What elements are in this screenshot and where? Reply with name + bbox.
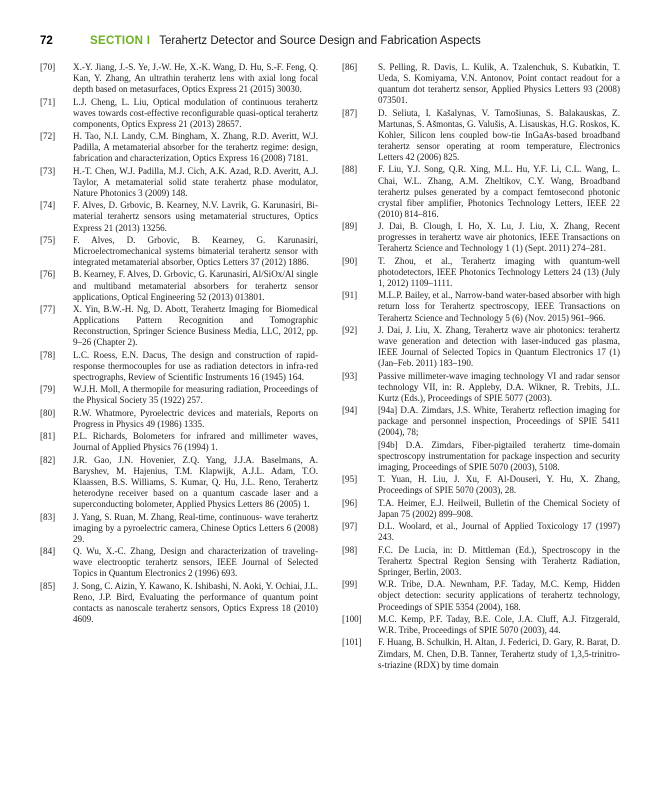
reference-number: [100] bbox=[342, 613, 362, 624]
reference-text: F.C. De Lucia, in: D. Mittleman (Ed.), Spectroscopy in the Terahertz Spectral Region Sensing with Terahertz Radiation, Springer, Berlin, 2003. bbox=[378, 544, 620, 577]
reference-entry bbox=[40, 304, 318, 348]
reference-entry bbox=[40, 512, 318, 545]
reference-number: [86] bbox=[342, 62, 358, 72]
section-label: SECTION I bbox=[90, 35, 151, 47]
reference-text: F. Huang, B. Schulkin, H. Altan, J. Federici, D. Gary, R. Barat, D. Zimdars, M. Chen, D.B. Tanner, Terahertz study of 1,3,5-trinitro-s-triazine (RDX) by time domain bbox=[378, 637, 620, 670]
reference-text: [94b] D.A. Zimdars, Fiber-pigtailed terahertz time-domain spectroscopy instrumentation for package inspection and security imaging, Proceedings of SPIE 5070 (2003), 5108. bbox=[378, 439, 620, 472]
reference-number: [101] bbox=[342, 637, 362, 648]
reference-entry bbox=[342, 221, 620, 254]
reference-entry bbox=[40, 166, 318, 199]
reference-entry bbox=[342, 325, 620, 369]
running-header bbox=[40, 32, 620, 50]
reference-entry bbox=[342, 256, 620, 289]
reference-number: [96] bbox=[342, 497, 358, 508]
reference-number: [89] bbox=[342, 221, 358, 232]
reference-text: J. Dai, J. Liu, X. Zhang, Terahertz wave air photonics: terahertz wave generation and detection with laser-induced gas plasma, IEEE Journal of Selected Topics in Quantum Electronics 17 (1) (Jan–Feb. 2011) 183–190. bbox=[378, 324, 620, 369]
reference-column-left bbox=[40, 62, 318, 626]
reference-entry bbox=[342, 579, 620, 612]
reference-entry bbox=[40, 97, 318, 130]
reference-number: [72] bbox=[40, 131, 56, 142]
reference-text: T. Zhou, et al., Terahertz imaging with quantum-well photodetectors, IEEE Photonics Technology Letters 24 (13) (July 1, 2012) 1109–1111. bbox=[378, 255, 620, 288]
reference-number: [79] bbox=[40, 384, 56, 395]
reference-text: W.J.H. Moll, A thermopile for measuring radiation, Proceedings of the Physical Society 35 (1922) 257. bbox=[73, 384, 318, 406]
reference-entry bbox=[40, 62, 318, 95]
reference-text: L.C. Roess, E.N. Dacus, The design and construction of rapid-response thermocouples for use as radiation detectors in infra-red spectrographs, Review of Scientific Instruments 16 (1945) 164. bbox=[73, 349, 318, 382]
reference-entry bbox=[40, 131, 318, 164]
reference-number: [87] bbox=[342, 107, 358, 118]
reference-number: [91] bbox=[342, 290, 358, 301]
reference-text: J. Song, C. Aizin, Y. Kawano, K. Ishibashi, N. Aoki, Y. Ochiai, J.L. Reno, J.P. Bird, Evaluating the performance of quantum point contacts as nanoscale terahertz sensors, Optics Express 18 (2010) 4609. bbox=[73, 580, 318, 624]
reference-number: [98] bbox=[342, 544, 358, 555]
reference-number: [88] bbox=[342, 164, 358, 175]
reference-number: [90] bbox=[342, 255, 358, 266]
reference-text: F. Alves, D. Grbovic, B. Kearney, G. Karunasiri, Microelectromechanical systems bimaterial terahertz sensor with integrated metamaterial absorber, Optics Letters 37 (2012) 1886. bbox=[73, 234, 318, 268]
reference-number: [73] bbox=[40, 165, 56, 176]
reference-entry bbox=[342, 614, 620, 636]
reference-number: [78] bbox=[40, 349, 56, 360]
reference-text: B. Kearney, F. Alves, D. Grbovic, G. Karunasiri, Al/SiOx/Al single and multiband metamaterial absorbers for terahertz sensor applications, Optical Engineering 52 (2013) 013801. bbox=[73, 269, 318, 302]
running-title: Terahertz Detector and Source Design and Fabrication Aspects bbox=[159, 35, 481, 47]
reference-number: [81] bbox=[40, 431, 56, 442]
reference-number: [70] bbox=[40, 62, 56, 72]
reference-text: J. Yang, S. Ruan, M. Zhang, Real-time, continuous- wave terahertz imaging by a pyroelectric camera, Chinese Optics Letters 6 (2008) 29. bbox=[73, 511, 318, 544]
reference-text: F. Alves, D. Grbovic, B. Kearney, N.V. Lavrik, G. Karunasiri, Bi-material terahertz sensors using metamaterial structures, Optics Express 21 (2013) 13256. bbox=[73, 200, 318, 233]
reference-entry bbox=[342, 521, 620, 543]
reference-number: [92] bbox=[342, 324, 358, 335]
reference-number: [74] bbox=[40, 200, 56, 211]
reference-entry bbox=[40, 431, 318, 453]
reference-number: [84] bbox=[40, 546, 56, 557]
reference-entry bbox=[342, 108, 620, 163]
reference-text: Q. Wu, X.-C. Zhang, Design and characterization of traveling-wave electrooptic terahertz sensors, IEEE Journal of Selected Topics in Quantum Electronics 2 (1996) 693. bbox=[73, 546, 318, 579]
reference-entry bbox=[342, 498, 620, 520]
reference-entry bbox=[40, 200, 318, 233]
reference-number: [75] bbox=[40, 234, 56, 245]
reference-number: [77] bbox=[40, 304, 56, 315]
reference-entry bbox=[40, 269, 318, 302]
reference-entry bbox=[40, 581, 318, 625]
reference-entry bbox=[40, 408, 318, 430]
reference-entry bbox=[342, 290, 620, 323]
reference-entry bbox=[40, 235, 318, 268]
reference-text: X. Yin, B.W.-H. Ng, D. Abott, Terahertz Imaging for Biomedical Applications Pattern Recognition and Tomographic Reconstruction, Springer Science Business Media, LLC, 2012, pp. 9–26 (Chapter 2). bbox=[73, 304, 318, 348]
page-number: 72 bbox=[40, 35, 53, 47]
reference-entry bbox=[342, 474, 620, 496]
reference-entry bbox=[40, 546, 318, 579]
reference-subentry bbox=[342, 440, 620, 473]
reference-entry bbox=[40, 455, 318, 510]
reference-number: [71] bbox=[40, 96, 56, 107]
reference-text: T.A. Heimer, E.J. Heilweil, Bulletin of the Chemical Society of Japan 75 (2002) 899–908. bbox=[378, 497, 620, 519]
reference-number: [95] bbox=[342, 474, 358, 485]
reference-column-right bbox=[342, 62, 620, 672]
reference-text: D.L. Woolard, et al., Journal of Applied Toxicology 17 (1997) 243. bbox=[378, 521, 620, 543]
reference-entry bbox=[342, 371, 620, 404]
reference-number: [85] bbox=[40, 580, 56, 591]
reference-entry bbox=[342, 637, 620, 670]
reference-text: Passive millimeter-wave imaging technology VI and radar sensor technology VII, in: R. Appleby, D.A. Wikner, R. Trebits, J.L. Kurtz (Eds.), Proceedings of SPIE 5077 (2003). bbox=[378, 370, 620, 403]
reference-text: H. Tao, N.I. Landy, C.M. Bingham, X. Zhang, R.D. Averitt, W.J. Padilla, A metamaterial absorber for the terahertz regime: design, fabrication and characterization, Optics Express 16 (2008) 7181. bbox=[73, 131, 318, 164]
reference-text: J.R. Gao, J.N. Hovenier, Z.Q. Yang, J.J.A. Baselmans, A. Baryshev, M. Hajenius, T.M. Klapwijk, A.J.L. Adam, T.O. Klaassen, B.S. Williams, S. Kumar, Q. Hu, J.L. Reno, Terahertz heterodyne receiver based on a quantum cascade laser and a superconducting bolometer, Applied Physics Letters 86 (2005) 1. bbox=[73, 454, 318, 510]
reference-entry bbox=[342, 62, 620, 106]
reference-text: [94a] D.A. Zimdars, J.S. White, Terahertz reflection imaging for package and personnel inspection, Proceedings of SPIE 5411 (2004), 78; bbox=[378, 405, 620, 438]
reference-text: D. Seliuta, I. Kašalynas, V. Tamošiunas, S. Balakauskas, Z. Martunas, S. Ašmontas, G. Valušis, A. Lisauskas, H.G. Roskos, K. Kohler, Silicon lens coupled bow-tie InGaAs-based broadband terahertz sensor operating at room temperature, Electronics Letters 42 (2006) 825. bbox=[378, 107, 620, 163]
reference-entry bbox=[40, 384, 318, 406]
reference-text: M.C. Kemp, P.F. Taday, B.E. Cole, J.A. Cluff, A.J. Fitzgerald, W.R. Tribe, Proceedings of SPIE 5070 (2003), 44. bbox=[378, 613, 620, 636]
reference-entry bbox=[342, 164, 620, 219]
reference-text: H.-T. Chen, W.J. Padilla, M.J. Cich, A.K. Azad, R.D. Averitt, A.J. Taylor, A metamaterial solid state terahertz phase modulator, Nature Photonics 3 (2009) 148. bbox=[73, 165, 318, 198]
reference-text: S. Pelling, R. Davis, L. Kulik, A. Tzalenchuk, S. Kubatkin, T. Ueda, S. Komiyama, V.N. Antonov, Point contact readout for a quantum dot terahertz sensor, Applied Physics Letters 93 (2008) 073501. bbox=[378, 62, 620, 106]
reference-entry bbox=[40, 350, 318, 383]
reference-number: [76] bbox=[40, 269, 56, 280]
reference-number: [82] bbox=[40, 454, 56, 465]
reference-entry bbox=[342, 405, 620, 438]
reference-number: [93] bbox=[342, 370, 358, 381]
reference-text: M.L.P. Bailey, et al., Narrow-band water-based absorber with high return loss for Terahertz spectroscopy, IEEE Transactions on Terahertz Science and Technology 5 (6) (Nov. 2015) 961–966. bbox=[378, 290, 620, 323]
reference-text: P.L. Richards, Bolometers for infrared and millimeter waves, Journal of Applied Physics 76 (1994) 1. bbox=[73, 431, 318, 453]
reference-number: [80] bbox=[40, 407, 56, 418]
reference-text: R.W. Whatmore, Pyroelectric devices and materials, Reports on Progress in Physics 49 (1986) 1335. bbox=[73, 407, 318, 429]
reference-number: [83] bbox=[40, 511, 56, 522]
reference-text: L.J. Cheng, L. Liu, Optical modulation of continuous terahertz waves towards cost-effective reconfigurable quasi-optical terahertz components, Optics Express 21 (2013) 28657. bbox=[73, 96, 318, 129]
reference-text: F. Liu, Y.J. Song, Q.R. Xing, M.L. Hu, Y.F. Li, C.L. Wang, L. Chai, W.L. Zhang, A.M. Zheltikov, C.Y. Wang, Broadband terahertz pulses generated by a compact femtosecond photonic crystal fiber amplifier, Photonics Technology Letters, IEEE 22 (2010) 814–816. bbox=[378, 164, 620, 219]
reference-text: W.R. Tribe, D.A. Newnham, P.F. Taday, M.C. Kemp, Hidden object detection: security applications of terahertz technology, Proceedings of SPIE 5354 (2004), 168. bbox=[378, 579, 620, 612]
reference-text: J. Dai, B. Clough, I. Ho, X. Lu, J. Liu, X. Zhang, Recent progresses in terahertz wave air photonics, IEEE Transactions on Terahertz Science and Technology 1 (1) (Sept. 2011) 274–281. bbox=[378, 221, 620, 254]
reference-number: [94] bbox=[342, 405, 358, 416]
reference-number: [97] bbox=[342, 521, 358, 532]
reference-text: T. Yuan, H. Liu, J. Xu, F. Al-Douseri, Y. Hu, X. Zhang, Proceedings of SPIE 5070 (2003), 28. bbox=[378, 474, 620, 496]
reference-text: X.-Y. Jiang, J.-S. Ye, J.-W. He, X.-K. Wang, D. Hu, S.-F. Feng, Q. Kan, Y. Zhang, An ultrathin terahertz lens with axial long focal depth based on metasurfaces, Optics Express 21 (2015) 30030. bbox=[73, 62, 318, 95]
reference-entry bbox=[342, 545, 620, 578]
reference-number: [99] bbox=[342, 579, 358, 590]
